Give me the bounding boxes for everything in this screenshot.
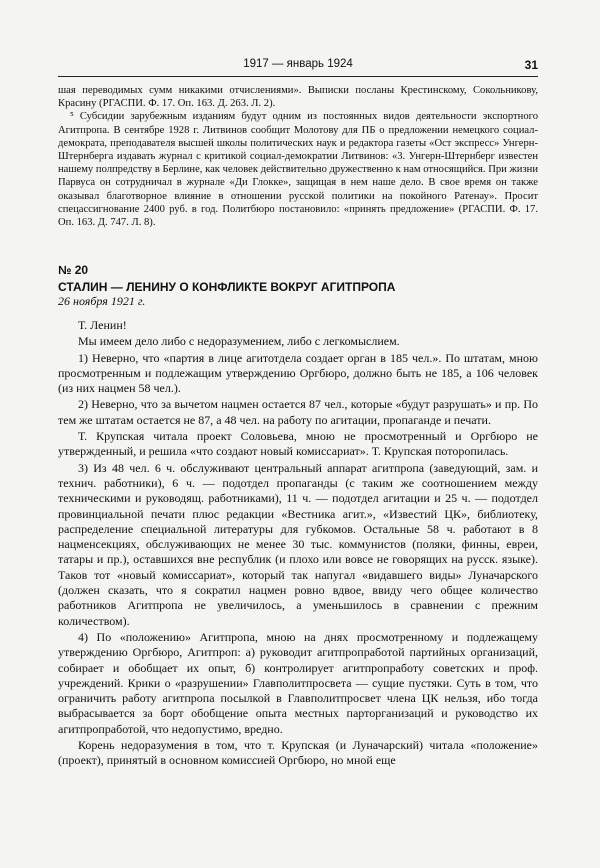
paragraph: 1) Неверно, что «партия в лице агитотдела создает орган в 185 чел.». По штатам, мною просмотренным и подлежащим утверждению Оргбюро, должно быть не 185, а 106 человек (из них нацмен 58 чел.). (58, 350, 538, 396)
paragraph: Т. Крупская читала проект Соловьева, мною не просмотренный и Оргбюро не утвержденный, и решила «что создают новый комиссариат». Т. Крупская поторопилась. (58, 429, 538, 459)
footnote-continuation: шая переводимых сумм никакими отчислениями». Выписки посланы Крестинскому, Сокольникову, Красину (РГАСПИ. Ф. 17. Оп. 163. Д. 263. Л. 2). (58, 85, 538, 110)
document-title: СТАЛИН — ЛЕНИНУ О КОНФЛИКТЕ ВОКРУГ АГИТПРОПА (58, 280, 396, 294)
footnote-5: ⁵ Субсидии зарубежным изданиям будут одним из постоянных видов деятельности экспортного Агитпропа. В сентябре 1928 г. Литвинов сообщит Молотову для ПБ о предложении немецкого социал-демократа, преподавателя высшей школы политических наук и редактора газеты «Ост экспресс» Унгерн-Штернберга издавать журнал с критикой социал-демократии Литвинов: «3. Унгерн-Штернберг известен нашему полпредству в Берлине, как человек действительно дружественно к нам относящийся. При жизни Парвуса он сотрудничал в журнале «Ди Глокке», защищая в нем наше дело. В свое время он также оказывал благотворное влияние в отношении русской политики на покойного Ратенау». Просит спецассигнование 2400 руб. в год. Политбюро постановило: «принять предложение» (РГАСПИ. Ф. 17. Оп. 163. Д. 747. Л. 8). (58, 111, 538, 229)
page-number: 31 (524, 58, 538, 72)
paragraph: 2) Неверно, что за вычетом нацмен остается 87 чел., которые «будут разрушать» и пр. По тем же штатам остается не 87, а 48 чел. на работу по агитации, пропаганде и печати. (58, 397, 538, 427)
document-date: 26 ноября 1921 г. (58, 294, 146, 308)
running-header (58, 58, 538, 80)
header-rule (58, 76, 538, 77)
paragraph: 3) Из 48 чел. 6 ч. обслуживают центральный аппарат агитпропа (заведующий, зам. и технич. работники), 6 ч. — подотдел пропаганды (с таким же соотношением между техническими и руководящ. работниками), 11 ч. — подотдел агитации и 25 ч. — подотдел провинциальной печати плюс редакции «Вестника агит.», «Известий ЦК», библиотеку, распределение специальной литературы для губкомов. Остальные 58 ч. работают в 8 нацменсекциях, обслуживающих не менее 30 тыс. коммунистов (поляки, финны, евреи, татары и пр.), оставшихся вне республик (и плохо или вовсе не говорящих на русск. языке). Таков тот «новый комиссариат», который так напугал «видавшего виды» Луначарского (должен сказать, что я сократил нацмен ровно вдвое, ввиду чего общее количество работников Агитпропа не увеличилось, а уменьшилось в сравнении с прежним количеством). (58, 460, 538, 628)
paragraph: 4) По «положению» Агитпропа, мною на днях просмотренному и подлежащему утверждению Оргбюро, Агитпроп: а) руководит агитпропработой партийных организаций, собирает и обобщает их опыт, б) контролирует агитпропработу советских и проф. учреждений. Крики о «разрушении» Главполитпросвета — сущие пустяки. Суть в том, что ограничить работу агитпропа посылкой в Главполитпросвет члена ЦК нельзя, ибо тогда выбрасывается за борт обобщение опыта местных парторганизаций и руководство их агитпропработой, что недопустимо, вредно. (58, 629, 538, 736)
footnotes (58, 84, 538, 229)
salutation: Т. Ленин! (78, 318, 127, 332)
running-header-title: 1917 — январь 1924 (243, 58, 353, 70)
letter-body (58, 318, 538, 770)
document-heading (58, 262, 538, 296)
document-number: № 20 (58, 263, 89, 277)
paragraph: Корень недоразумения в том, что т. Крупская (и Луначарский) читала «положение» (проект), принятый в основном комиссией Оргбюро, но мной еще (58, 738, 538, 768)
paragraph: Мы имеем дело либо с недоразумением, либо с легкомыслием. (78, 334, 400, 349)
